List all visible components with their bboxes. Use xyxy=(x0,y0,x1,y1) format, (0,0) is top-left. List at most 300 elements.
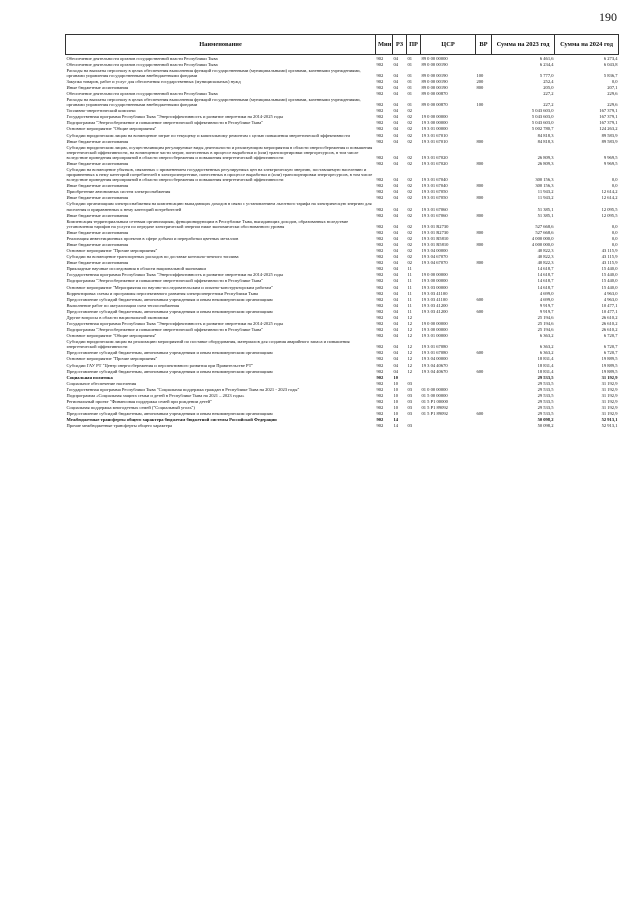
cell-sum-2023: 227,2 xyxy=(543,102,554,108)
cell-rz: 10 xyxy=(393,380,399,386)
cell-name: Подпрограмма "Энергосбережение и повышение энергетической эффективности в Республике Тыва" xyxy=(66,278,264,284)
cell-rz: 10 xyxy=(393,405,399,411)
cell-rz: 04 xyxy=(393,138,399,144)
cell-name: Иные бюджетные ассигнования xyxy=(66,183,129,189)
cell-min: 902 xyxy=(376,114,384,120)
cell-csr: 19 3 04 40670 xyxy=(421,368,448,374)
cell-sum-2023: 26 809,3 xyxy=(537,154,554,160)
cell-rz: 04 xyxy=(393,344,399,350)
cell-sum-2023: 51 385,1 xyxy=(537,206,554,212)
cell-rz: 04 xyxy=(393,154,399,160)
cell-pr: 01 xyxy=(407,90,413,96)
cell-min: 902 xyxy=(376,248,384,254)
cell-csr: 89 0 00 00190 xyxy=(421,61,448,67)
cell-name: Субсидии юридическим лицам, осуществляющим регулируемые виды деятельности и реализующим мероприятия в области энергосбережения и повышения энергетической эффективности, на возмещение части затрат, понесенных в процессе выработки и (или) транспортировки энергоресурсов, в том числе вследствие проведения мероприятий в области энергосбережения и повышения энергетической эффективности xyxy=(66,144,373,160)
cell-sum-2024: 52 913,1 xyxy=(601,423,618,429)
cell-pr: 01 xyxy=(407,61,413,67)
cell-min: 902 xyxy=(376,284,384,290)
cell-name: Прикладные научные исследования в области национальной экономики xyxy=(66,266,206,272)
cell-sum-2023: 5 043 603,0 xyxy=(531,120,554,126)
cell-csr: 01 5 P1 89092 xyxy=(421,411,448,417)
cell-sum-2023: 25 194,6 xyxy=(537,314,554,320)
header-min: Мин xyxy=(376,35,393,55)
cell-rz: 04 xyxy=(393,242,399,247)
cell-sum-2024: 15 440,0 xyxy=(601,284,618,290)
cell-csr: 19 3 04 67070 xyxy=(421,254,448,260)
cell-name: Иные бюджетные ассигнования xyxy=(66,212,129,218)
cell-pr: 02 xyxy=(407,189,413,195)
cell-name: Государственная программа Республики Тыва "Социальная поддержка граждан в Республике Тыва на 2021 - 2023 годы" xyxy=(66,386,300,392)
cell-name: Социальная политика xyxy=(66,374,113,380)
cell-rz: 04 xyxy=(393,61,399,67)
cell-sum-2023: 40 822,3 xyxy=(537,254,554,260)
cell-sum-2023: 29 533,5 xyxy=(537,411,554,417)
cell-pr: 02 xyxy=(407,235,413,241)
cell-sum-2024: 15 440,0 xyxy=(601,266,618,272)
cell-sum-2024: 6 043,8 xyxy=(603,61,618,67)
cell-sum-2024: 9 969,5 xyxy=(603,160,618,166)
cell-csr: 19 3 03 41200 xyxy=(421,302,448,308)
cell-name: Субсидии организациям электроснабжения на компенсацию выпадающих доходов в связи с установлением льготного тарифа на электрическую энергию для населения и приравненных к нему категорий потребителей xyxy=(66,201,372,212)
cell-name: Подпрограмма "Энергосбережение и повышение энергетической эффективности в Республике Тыва" xyxy=(66,120,264,126)
cell-rz: 10 xyxy=(393,374,399,380)
cell-sum-2024: 6 273,4 xyxy=(603,55,618,61)
cell-csr: 19 3 04 40670 xyxy=(421,362,448,368)
cell-rz: 04 xyxy=(393,333,399,339)
cell-name: Предоставление субсидий бюджетным, автономным учреждениям и иным некоммерческим организациям xyxy=(66,368,273,374)
cell-name: Социальная поддержка многодетных семей ("Социальный уголь") xyxy=(66,405,195,411)
cell-min: 902 xyxy=(376,296,384,302)
cell-rz: 04 xyxy=(393,266,399,272)
cell-min: 902 xyxy=(376,333,384,339)
cell-min: 902 xyxy=(376,314,384,320)
cell-min: 902 xyxy=(376,411,384,417)
cell-name: Другие вопросы в области национальной экономики xyxy=(66,314,169,320)
cell-min: 902 xyxy=(376,260,384,266)
table-row xyxy=(66,67,619,78)
cell-sum-2024: 12 095,5 xyxy=(601,206,618,212)
cell-pr: 02 xyxy=(407,126,413,132)
cell-sum-2024: 167 379,1 xyxy=(599,108,618,114)
cell-pr: 03 xyxy=(407,411,413,417)
cell-name: Реализация инвестиционных проектов в сфере добычи и переработки цветных металлов xyxy=(66,235,239,241)
cell-pr: 12 xyxy=(407,368,413,374)
cell-sum-2023: 14 618,7 xyxy=(537,278,554,284)
cell-pr: 02 xyxy=(407,260,413,266)
cell-sum-2024: 0,0 xyxy=(611,242,618,247)
cell-pr: 01 xyxy=(407,84,413,90)
cell-rz: 10 xyxy=(393,386,399,392)
cell-sum-2023: 5 002 780,7 xyxy=(531,126,554,132)
cell-csr: 89 0 00 00190 xyxy=(421,78,448,84)
cell-min: 902 xyxy=(376,78,384,84)
cell-pr: 02 xyxy=(407,114,413,120)
cell-sum-2024: 124 263,2 xyxy=(599,126,618,132)
cell-csr: 19 0 00 00000 xyxy=(421,321,448,327)
cell-sum-2024: 43 115,9 xyxy=(601,254,618,260)
cell-sum-2024: 9 969,5 xyxy=(603,154,618,160)
cell-sum-2023: 6 461,6 xyxy=(539,55,554,61)
cell-rz: 14 xyxy=(393,417,399,423)
cell-rz: 04 xyxy=(393,195,399,201)
cell-sum-2024: 31 192,9 xyxy=(601,411,618,417)
cell-sum-2024: 0,0 xyxy=(611,78,618,84)
cell-sum-2024: 6 720,7 xyxy=(603,350,618,356)
cell-sum-2024: 0,0 xyxy=(611,183,618,189)
cell-vr: 600 xyxy=(476,296,484,302)
cell-vr: 600 xyxy=(476,368,484,374)
cell-rz: 04 xyxy=(393,78,399,84)
cell-min: 902 xyxy=(376,356,384,362)
cell-rz: 04 xyxy=(393,132,399,138)
cell-name: Обеспечение деятельности органов государственной власти Республики Тыва xyxy=(66,55,218,61)
cell-csr xyxy=(421,423,476,429)
cell-csr: 19 0 00 00000 xyxy=(421,114,448,120)
cell-csr: 19 3 01 67060 xyxy=(421,206,448,212)
cell-sum-2023: 40 822,3 xyxy=(537,260,554,266)
cell-sum-2024: 229,6 xyxy=(607,90,618,96)
cell-name: Предоставление субсидий бюджетным, автономным учреждениям и иным некоммерческим организациям xyxy=(66,350,273,356)
cell-sum-2023: 50 098,2 xyxy=(537,417,554,423)
cell-sum-2023: 4 000 000,0 xyxy=(531,235,554,241)
cell-sum-2023: 25 194,6 xyxy=(537,327,554,333)
cell-name: Субсидии юридическим лицам на реализацию мероприятий по поставке оборудования, материалов для создания аварийного запаса и повышения энергетической эффективности xyxy=(66,339,350,350)
cell-pr: 02 xyxy=(407,242,413,247)
page-number: 190 xyxy=(599,10,617,24)
cell-pr: 02 xyxy=(407,212,413,218)
cell-sum-2024: 26 610,2 xyxy=(601,327,618,333)
table-row xyxy=(66,339,619,350)
cell-min: 902 xyxy=(376,374,384,380)
cell-vr: 600 xyxy=(476,411,484,417)
cell-csr: 01 5 00 00000 xyxy=(421,392,448,398)
cell-csr: 19 3 01 67010 xyxy=(421,132,448,138)
cell-pr: 11 xyxy=(407,284,412,290)
cell-sum-2024: 207,1 xyxy=(607,84,618,90)
cell-pr: 02 xyxy=(407,177,413,183)
cell-pr: 11 xyxy=(407,272,412,278)
cell-sum-2023: 4 699,0 xyxy=(539,296,554,302)
cell-csr: 19 3 01 67020 xyxy=(421,154,448,160)
cell-name: Обеспечение деятельности органов государственной власти Республики Тыва xyxy=(66,61,218,67)
cell-sum-2024: 15 440,0 xyxy=(601,272,618,278)
cell-sum-2024: 229,6 xyxy=(607,102,618,108)
cell-sum-2023: 29 533,5 xyxy=(537,405,554,411)
cell-min: 902 xyxy=(376,55,384,61)
cell-csr: 19 3 01 R5810 xyxy=(421,235,449,241)
cell-rz: 04 xyxy=(393,102,399,108)
cell-rz: 04 xyxy=(393,327,399,333)
cell-vr xyxy=(476,166,492,182)
cell-sum-2023: 6 363,2 xyxy=(539,350,554,356)
cell-name: Основное мероприятие "Общие мероприятия" xyxy=(66,333,157,339)
cell-min: 902 xyxy=(376,350,384,356)
cell-name: Основное мероприятие "Мероприятия по научно-исследовательским и опытно-конструкторским работам" xyxy=(66,284,273,290)
cell-sum-2023: 4 699,0 xyxy=(539,290,554,296)
cell-min: 902 xyxy=(376,272,384,278)
cell-rz: 04 xyxy=(393,177,399,183)
cell-rz: 04 xyxy=(393,272,399,278)
header-vr: ВР xyxy=(476,35,492,55)
cell-sum-2024: 4 963,0 xyxy=(603,290,618,296)
cell-sum-2023: 252,4 xyxy=(543,78,554,84)
cell-pr: 03 xyxy=(407,399,413,405)
cell-pr: 02 xyxy=(407,248,413,254)
cell-sum-2023: 29 533,5 xyxy=(537,392,554,398)
cell-csr: 19 3 03 00000 xyxy=(421,284,448,290)
cell-sum-2023: 84 818,3 xyxy=(537,132,554,138)
cell-name: Иные бюджетные ассигнования xyxy=(66,138,129,144)
cell-name: Межбюджетные трансферты общего характера бюджетам бюджетной системы Российской Федерации xyxy=(66,417,277,423)
cell-name: Государственная программа Республики Тыва "Энергоэффективность и развитие энергетики на 2014-2025 годы xyxy=(66,114,284,120)
cell-min: 902 xyxy=(376,90,384,96)
cell-name: Основное мероприятие "Общие мероприятия" xyxy=(66,126,157,132)
cell-sum-2024: 31 192,9 xyxy=(601,399,618,405)
cell-sum-2024: 43 115,9 xyxy=(601,248,618,254)
cell-name: Выполнение работ по актуализации схем теплоснабжения xyxy=(66,302,180,308)
cell-vr xyxy=(476,339,492,350)
cell-sum-2023: 9 919,7 xyxy=(539,308,554,314)
cell-pr: 03 xyxy=(407,386,413,392)
cell-min: 902 xyxy=(376,321,384,327)
cell-csr: 89 0 00 00190 xyxy=(421,72,448,78)
cell-pr: 11 xyxy=(407,308,412,314)
cell-name: Государственная программа Республики Тыва "Энергоэффективность и развитие энергетики на 2014-2025 годы xyxy=(66,321,284,327)
cell-csr: 19 3 01 67080 xyxy=(421,344,448,350)
table-row xyxy=(66,144,619,160)
cell-csr: 19 3 00 00000 xyxy=(421,278,448,284)
cell-rz: 04 xyxy=(393,84,399,90)
cell-name: Субсидии на возмещение убытков, связанных с применением государственных регулируемых цен на электрическую энергию, поставляемую населению и приравненных к нему категорий потребителей в электроэнергетике, понесенных в процессе выработки и (или) транспортировки энергоресурсов, в том числе вследствие проведения мероприятий в области энергосбережения и повышения энергетической эффективности xyxy=(66,166,373,183)
cell-rz: 04 xyxy=(393,212,399,218)
cell-csr: 19 3 04 67070 xyxy=(421,260,448,266)
cell-name: Предоставление субсидий бюджетным, автономным учреждениям и иным некоммерческим организациям xyxy=(66,296,273,302)
cell-min: 902 xyxy=(376,229,384,235)
cell-min: 902 xyxy=(376,380,384,386)
cell-csr: 19 3 03 41200 xyxy=(421,308,448,314)
cell-csr: 01 5 P1 89092 xyxy=(421,405,448,411)
cell-min: 902 xyxy=(376,132,384,138)
cell-vr: 600 xyxy=(476,308,484,314)
cell-sum-2023: 6 234,4 xyxy=(539,61,554,67)
cell-name: Иные бюджетные ассигнования xyxy=(66,84,129,90)
cell-pr: 12 xyxy=(407,321,413,327)
cell-rz: 04 xyxy=(393,126,399,132)
cell-csr: 19 3 01 67040 xyxy=(421,177,448,183)
table-row xyxy=(66,201,619,212)
cell-min: 902 xyxy=(376,223,384,229)
cell-sum-2024: 12 614,2 xyxy=(601,189,618,195)
cell-pr: 12 xyxy=(407,327,413,333)
cell-min: 902 xyxy=(376,278,384,284)
cell-sum-2023: 300 156,3 xyxy=(535,183,554,189)
cell-min: 902 xyxy=(376,206,384,212)
cell-min: 902 xyxy=(376,84,384,90)
cell-sum-2023: 5 777,0 xyxy=(539,72,554,78)
cell-rz: 04 xyxy=(393,90,399,96)
cell-min: 902 xyxy=(376,344,384,350)
cell-vr: 100 xyxy=(476,72,484,78)
table-row xyxy=(66,218,619,229)
cell-sum-2023: 6 363,2 xyxy=(539,344,554,350)
cell-sum-2024: 0,0 xyxy=(611,235,618,241)
cell-rz: 04 xyxy=(393,254,399,260)
table-header xyxy=(66,35,619,55)
cell-pr: 02 xyxy=(407,138,413,144)
cell-pr: 03 xyxy=(407,392,413,398)
cell-csr: 89 0 00 00870 xyxy=(421,102,448,108)
cell-pr: 01 xyxy=(407,102,413,108)
cell-csr: 19 3 00 00000 xyxy=(421,120,448,126)
cell-sum-2023: 50 098,2 xyxy=(537,423,554,429)
cell-pr: 02 xyxy=(407,160,413,166)
cell-pr: 02 xyxy=(407,254,413,260)
cell-sum-2023: 205,0 xyxy=(543,84,554,90)
cell-name: Субсидии на возмещение транспортных расходов по доставке котельно-печного топлива xyxy=(66,254,239,260)
cell-min: 902 xyxy=(376,266,384,272)
cell-sum-2023: 300 156,3 xyxy=(535,177,554,183)
cell-sum-2024: 31 192,9 xyxy=(601,392,618,398)
cell-pr: 02 xyxy=(407,195,413,201)
cell-min: 902 xyxy=(376,302,384,308)
table-row xyxy=(66,166,619,182)
cell-vr: 800 xyxy=(476,138,484,144)
cell-vr xyxy=(476,201,492,212)
cell-sum-2023: 40 822,3 xyxy=(537,248,554,254)
cell-csr: 89 0 00 00000 xyxy=(421,55,448,61)
cell-sum-2023: 527 668,6 xyxy=(535,223,554,229)
cell-name: Предоставление субсидий бюджетным, автономным учреждениям и иным некоммерческим организациям xyxy=(66,411,273,417)
cell-sum-2024: 0,0 xyxy=(611,177,618,183)
cell-pr: 11 xyxy=(407,290,412,296)
cell-pr: 01 xyxy=(407,72,413,78)
cell-name: Закупка товаров, работ и услуг для обеспечения государственных (муниципальных) нужд xyxy=(66,78,241,84)
cell-min: 902 xyxy=(376,308,384,314)
cell-name: Корректировка схемы и программы перспективного развития электроэнергетики Республики Тыва xyxy=(66,290,258,296)
cell-rz: 04 xyxy=(393,229,399,235)
cell-sum-2024: 10 477,1 xyxy=(601,308,618,314)
cell-rz: 04 xyxy=(393,321,399,327)
cell-sum-2023: 18 831,4 xyxy=(537,368,554,374)
cell-name: Топливно-энергетический комплекс xyxy=(66,108,137,114)
cell-csr: 19 3 01 R2730 xyxy=(421,229,449,235)
cell-csr: 19 3 04 00000 xyxy=(421,248,448,254)
cell-rz: 04 xyxy=(393,296,399,302)
cell-rz: 04 xyxy=(393,114,399,120)
cell-sum-2023: 4 000 000,0 xyxy=(531,242,554,247)
cell-sum-2024: 19 889,5 xyxy=(601,368,618,374)
cell-name: Субсидии юридическим лицам на возмещение затрат по текущему и капитальному ремонтам с целью повышения энергетической эффективности xyxy=(66,132,350,138)
cell-pr: 02 xyxy=(407,223,413,229)
cell-sum-2024: 26 610,2 xyxy=(601,314,618,320)
cell-rz: 04 xyxy=(393,108,399,114)
cell-min: 902 xyxy=(376,189,384,195)
cell-csr: 89 0 00 00190 xyxy=(421,84,448,90)
cell-name: Подпрограмма "Энергосбережение и повышение энергетической эффективности в Республике Тыва" xyxy=(66,327,264,333)
cell-min: 902 xyxy=(376,120,384,126)
cell-vr: 600 xyxy=(476,350,484,356)
cell-pr: 11 xyxy=(407,302,412,308)
cell-name: Социальное обеспечение населения xyxy=(66,380,137,386)
cell-sum-2023: 5 043 603,0 xyxy=(531,108,554,114)
cell-csr: 19 3 01 67050 xyxy=(421,189,448,195)
cell-sum-2024: 19 889,5 xyxy=(601,356,618,362)
cell-name: Иные бюджетные ассигнования xyxy=(66,195,129,201)
cell-sum-2024: 31 192,9 xyxy=(601,405,618,411)
cell-sum-2024: 19 889,5 xyxy=(601,362,618,368)
cell-pr: 12 xyxy=(407,344,413,350)
cell-rz: 04 xyxy=(393,308,399,314)
cell-csr: 19 3 03 41100 xyxy=(421,296,448,302)
cell-pr: 11 xyxy=(407,266,412,272)
cell-min: 902 xyxy=(376,327,384,333)
cell-csr: 19 3 01 00000 xyxy=(421,126,448,132)
cell-rz: 04 xyxy=(393,356,399,362)
cell-sum-2023: 5 043 603,0 xyxy=(531,114,554,120)
cell-sum-2023: 6 363,2 xyxy=(539,333,554,339)
cell-name: Иные бюджетные ассигнования xyxy=(66,160,129,166)
table-row xyxy=(66,55,619,62)
cell-vr: 800 xyxy=(476,229,484,235)
cell-rz: 04 xyxy=(393,160,399,166)
cell-sum-2023: 26 809,3 xyxy=(537,160,554,166)
header-csr: ЦСР xyxy=(421,35,476,55)
cell-sum-2023: 527 668,6 xyxy=(535,229,554,235)
cell-pr: 02 xyxy=(407,120,413,126)
cell-csr: 19 3 01 67040 xyxy=(421,183,448,189)
cell-pr: 12 xyxy=(407,362,413,368)
cell-sum-2024: 52 913,1 xyxy=(601,417,618,423)
cell-vr xyxy=(476,55,492,62)
cell-csr: 19 3 01 67050 xyxy=(421,195,448,201)
cell-min: 902 xyxy=(376,212,384,218)
cell-sum-2024: 89 583,9 xyxy=(601,132,618,138)
cell-csr: 89 0 00 00870 xyxy=(421,90,448,96)
header-sum-2024: Сумма на 2024 год xyxy=(555,35,619,55)
cell-sum-2024: 15 440,0 xyxy=(601,278,618,284)
cell-name: Основное мероприятие "Прочие мероприятия" xyxy=(66,248,158,254)
cell-rz: 04 xyxy=(393,189,399,195)
cell-sum-2023: 9 919,7 xyxy=(539,302,554,308)
cell-pr: 01 xyxy=(407,78,413,84)
cell-csr: 19 3 04 00000 xyxy=(421,356,448,362)
cell-rz: 04 xyxy=(393,248,399,254)
cell-pr: 02 xyxy=(407,229,413,235)
cell-min: 902 xyxy=(376,138,384,144)
cell-pr: 11 xyxy=(407,278,412,284)
cell-sum-2024: 167 379,1 xyxy=(599,114,618,120)
cell-sum-2024: 5 836,7 xyxy=(603,72,618,78)
cell-sum-2024: 31 192,9 xyxy=(601,386,618,392)
cell-vr: 800 xyxy=(476,260,484,266)
cell-pr: 12 xyxy=(407,350,413,356)
cell-rz: 04 xyxy=(393,235,399,241)
cell-sum-2024: 31 192,9 xyxy=(601,374,618,380)
cell-vr: 200 xyxy=(476,78,484,84)
cell-rz: 10 xyxy=(393,399,399,405)
cell-pr: 02 xyxy=(407,183,413,189)
cell-name: Иные бюджетные ассигнования xyxy=(66,229,129,235)
cell-sum-2024: 0,0 xyxy=(611,223,618,229)
cell-pr: 12 xyxy=(407,314,413,320)
cell-rz: 04 xyxy=(393,350,399,356)
cell-sum-2023: 29 533,5 xyxy=(537,399,554,405)
cell-name: Прочие межбюджетные трансферты общего характера xyxy=(66,423,173,429)
cell-sum-2023: 14 618,7 xyxy=(537,266,554,272)
cell-csr: 19 0 00 00000 xyxy=(421,272,448,278)
cell-rz: 04 xyxy=(393,302,399,308)
header-sum-2023: Сумма на 2023 год xyxy=(492,35,555,55)
